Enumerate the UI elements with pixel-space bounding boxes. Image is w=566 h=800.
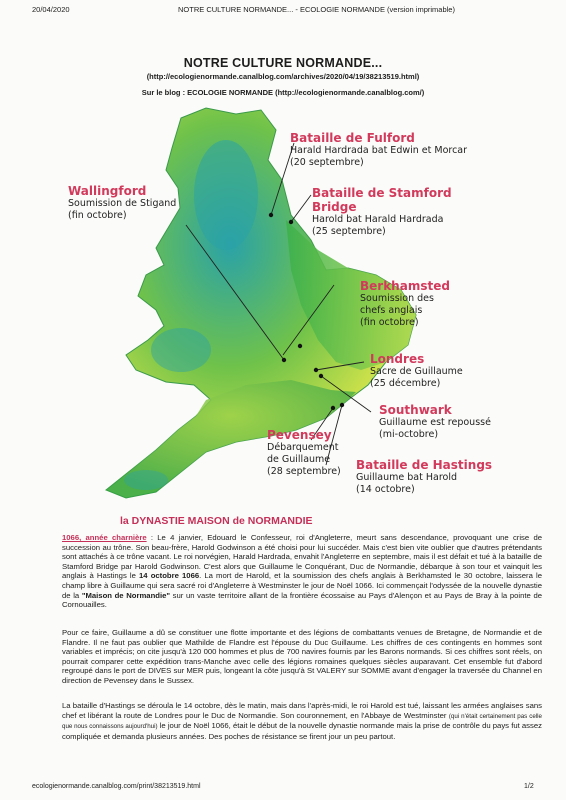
paragraph-1: [62, 533, 542, 610]
label-desc: (28 septembre): [267, 466, 341, 477]
label-desc: de Guillaume: [267, 454, 331, 465]
site-dot-stamford: [289, 220, 293, 224]
label-desc: (14 octobre): [356, 484, 415, 495]
page-title: NOTRE CULTURE NORMANDE...: [183, 56, 383, 70]
site-dot-londres: [314, 368, 318, 372]
label-name: Wallingford: [68, 184, 147, 198]
label-wallingford: [68, 184, 176, 222]
label-southwark: [379, 403, 491, 441]
label-londres: [370, 352, 463, 390]
label-desc: Harold bat Harald Hardrada: [312, 214, 444, 225]
label-desc: Harald Hardrada bat Edwin et Morcar: [290, 145, 468, 156]
label-desc: (fin octobre): [68, 210, 127, 221]
label-desc: Guillaume est repoussé: [379, 417, 491, 428]
paragraph-3: [62, 701, 542, 741]
label-pevensey: [267, 428, 341, 478]
label-desc: (fin octobre): [360, 317, 419, 328]
paragraph-text: . La mort de Harold, et la soumission des chefs anglais à Berkhamsted le 30 octobre, laissera le champ libre à Guillaume qui sera sacré roi d'Angleterre à Westminster le jour de Noël 1066. Ici commençait l'odyssée de la nouvelle dynastie de la: [62, 571, 542, 600]
battle-date: 14 octobre 1066: [139, 571, 200, 581]
site-dot-hastings: [340, 403, 344, 407]
label-berkhamsted: [360, 279, 450, 329]
label-desc: Soumission de Stigand: [68, 198, 177, 209]
paragraph-text: sur un vaste territoire allant de la frontière écossaise au Pays d'Alençon et au Pays de Bray à la pointe de Cornouailles.: [62, 590, 542, 610]
maison-name: "Maison de Normandie": [81, 590, 171, 600]
label-name: Bataille de Hastings: [356, 458, 493, 472]
label-name: Bataille de Fulford: [290, 131, 415, 145]
label-desc: (25 septembre): [312, 226, 386, 237]
label-name: Southwark: [379, 403, 452, 417]
label-desc: (mi-octobre): [379, 429, 439, 440]
label-desc: (20 septembre): [290, 157, 364, 168]
label-name: Bataille de Stamford Bridge: [312, 186, 452, 214]
label-fulford: [290, 131, 467, 169]
paragraph-lead: 1066, année charnière: [62, 533, 147, 542]
paragraph-2: Pour ce faire, Guillaume a dû se constituer une flotte importante et des légions de combattants venues de Bretagne, de Normandie et de Flandre. Il ne faut pas oublier que Mathilde de Flandre est l'épouse du Duc Guillaume. Les chiffres de ces contingents en hommes sont variables et imprécis; on cite jusqu'à 120 000 hommes et plus de 700 navires fournis par les Barons normands. Si ces chiffres sont réels, on pourrait comparer cette expédition trans-Manche avec celle des légions romaines quelques siècles auparavant. Cet ensemble fut d'abord regroupé dans le port de DIVES sur MER puis, longeant la côte jusqu'à St VALERY sur SOMME avant d'engager la traversée du Channel en direction de Pevensey dans le Sussex.: [62, 628, 542, 685]
site-dot-fulford: [269, 213, 273, 217]
label-stamford: [312, 186, 462, 238]
site-dot-pevensey: [331, 406, 335, 410]
paragraph-aside: (qui n'était certainement pas celle que nous connaissons aujourd'hui): [62, 712, 542, 731]
label-name: Londres: [370, 352, 425, 366]
source-url[interactable]: (http://ecologienormande.canalblog.com/archives/2020/04/19/38213519.html): [146, 72, 420, 81]
label-name: Berkhamsted: [360, 279, 450, 293]
label-desc: Soumission des: [360, 293, 434, 304]
paragraph-text: : Le 4 janvier, Edouard le Confesseur, roi d'Angleterre, meurt sans descendance, provoquant une crise de succession au trône. Son beau-frère, Harold Godwinson a été choisi pour lui succéder. Mais c'est bien vite oublier que d'autres prétendants sont attachés à ce trône vacant. Le roi norvégien, Harald Hardrada, envahit l'Angleterre en septembre, mais il est défait et tué à la bataille de Stamford Bridge par Harold Godwinson. C'est alors que Guillaume le Conquérant, Duc de Normandie, débarque à son tour et vainquit les anglais à Hastings le: [62, 533, 542, 581]
page-number: 1/2: [524, 783, 534, 790]
label-desc: (25 décembre): [370, 378, 441, 389]
paragraph-text: le jour de Noël 1066, était le début de la nouvelle dynastie normande mais la prise de contrôle du pays fut assez compliquée et demanda plusieurs années. Des poches de résistance se firent jour un peu partout.: [62, 721, 542, 741]
site-dot-wallingford: [282, 358, 286, 362]
site-dot-southwark: [319, 374, 323, 378]
label-hastings: [356, 458, 492, 496]
label-desc: Sacre de Guillaume: [370, 366, 463, 377]
blog-line[interactable]: Sur le blog : ECOLOGIE NORMANDE (http://ecologienormande.canalblog.com/): [141, 88, 425, 97]
site-dot-berkhamsted: [298, 344, 302, 348]
section-title: la DYNASTIE MAISON de NORMANDIE: [120, 515, 313, 527]
paragraph-text: La bataille d'Hastings se déroula le 14 octobre, dès le matin, mais dans l'après-midi, le roi Harold est tué, laissant les armées anglaises sans chef et libérant la route de Londres pour le Duc de Normandie. Son couronnement, en l'Abbaye de Westminster: [62, 701, 542, 720]
footer-url[interactable]: ecologienormande.canalblog.com/print/38213519.html: [32, 783, 201, 790]
label-desc: Guillaume bat Harold: [356, 472, 458, 483]
label-desc: Débarquement: [267, 442, 339, 453]
print-date: 20/04/2020: [32, 5, 70, 14]
label-desc: chefs anglais: [360, 305, 423, 316]
label-name: Pevensey: [267, 428, 332, 442]
print-header-title: NOTRE CULTURE NORMANDE... - ECOLOGIE NORMANDE (version imprimable): [178, 5, 455, 14]
